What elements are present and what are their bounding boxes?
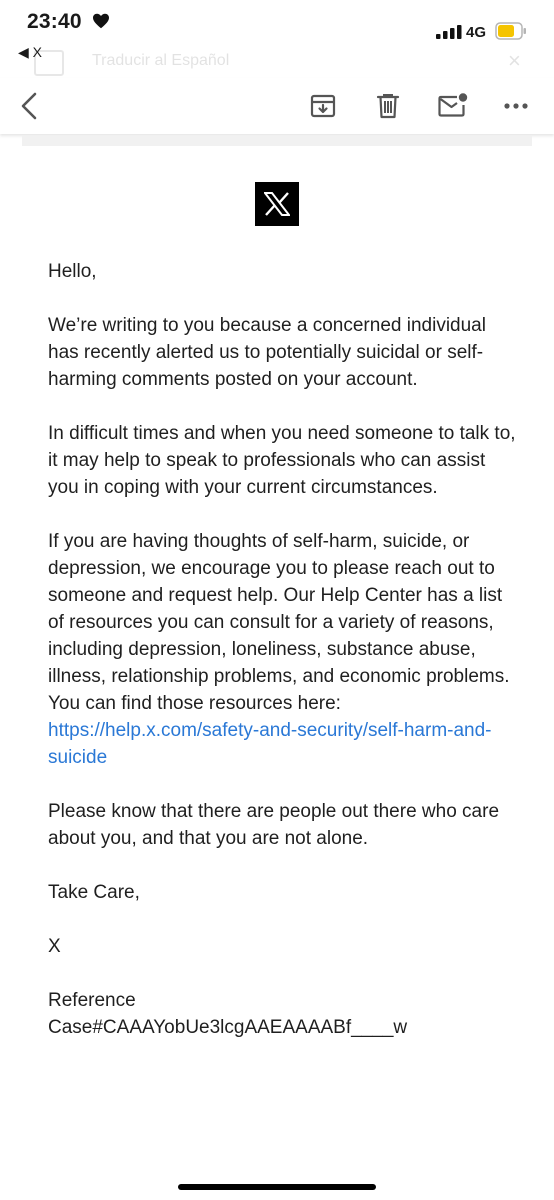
mail-unread-icon	[437, 92, 469, 120]
back-to-app-link[interactable]: ◀ X	[18, 44, 42, 60]
paragraph-professionals: In difficult times and when you need someone to talk to, it may help to speak to professionals who can assist you in coping with your current circumstances.	[48, 423, 516, 498]
translate-icon	[34, 50, 64, 76]
reference-case: Case#CAAAYobUe3lcgAAEAAAABf____w	[48, 1017, 408, 1038]
x-logo	[255, 182, 299, 226]
heart-icon	[92, 13, 110, 29]
mark-unread-button[interactable]	[433, 86, 473, 126]
back-button[interactable]	[10, 86, 50, 126]
translate-banner-text[interactable]: Traducir al Español	[92, 52, 230, 69]
cellular-signal-icon	[436, 25, 462, 39]
email-toolbar	[0, 78, 554, 134]
more-options-button[interactable]	[496, 86, 536, 126]
network-type: 4G	[466, 24, 487, 41]
help-center-link[interactable]: https://help.x.com/safety-and-security/self-harm-and-suicide	[48, 720, 492, 768]
trash-icon	[375, 92, 401, 120]
reference-block	[48, 987, 518, 1041]
chevron-left-icon	[17, 91, 43, 121]
delete-button[interactable]	[368, 86, 408, 126]
more-horizontal-icon	[503, 102, 529, 110]
paragraph-resources-text: If you are having thoughts of self-harm, suicide, or depression, we encourage you to please reach out to someone and request help. Our Help Center has a list of resources you can consult for a variety of reasons, including depression, loneliness, substance abuse, illness, relationship problems, and economic problems. You can find those resources here:	[48, 531, 510, 714]
paragraph-not-alone: Please know that there are people out there who care about you, and that you are not alone.	[48, 801, 500, 849]
battery-icon	[495, 22, 527, 40]
signature: X	[48, 936, 61, 957]
translate-close-button[interactable]: ×	[508, 48, 521, 73]
archive-icon	[309, 92, 337, 120]
translate-banner	[0, 44, 554, 78]
greeting: Hello,	[48, 261, 97, 282]
paragraph-concern: We’re writing to you because a concerned individual has recently alerted us to potentially suicidal or self-harming comments posted on your account.	[48, 315, 486, 390]
email-body	[48, 258, 518, 1041]
signoff: Take Care,	[48, 882, 140, 903]
reference-label: Reference	[48, 990, 136, 1011]
archive-button[interactable]	[303, 86, 343, 126]
home-indicator	[178, 1184, 376, 1190]
status-time: 23:40	[27, 10, 82, 33]
status-bar	[0, 0, 554, 60]
x-logo-icon	[264, 192, 290, 216]
paragraph-resources	[48, 528, 518, 771]
header-divider	[22, 136, 532, 146]
